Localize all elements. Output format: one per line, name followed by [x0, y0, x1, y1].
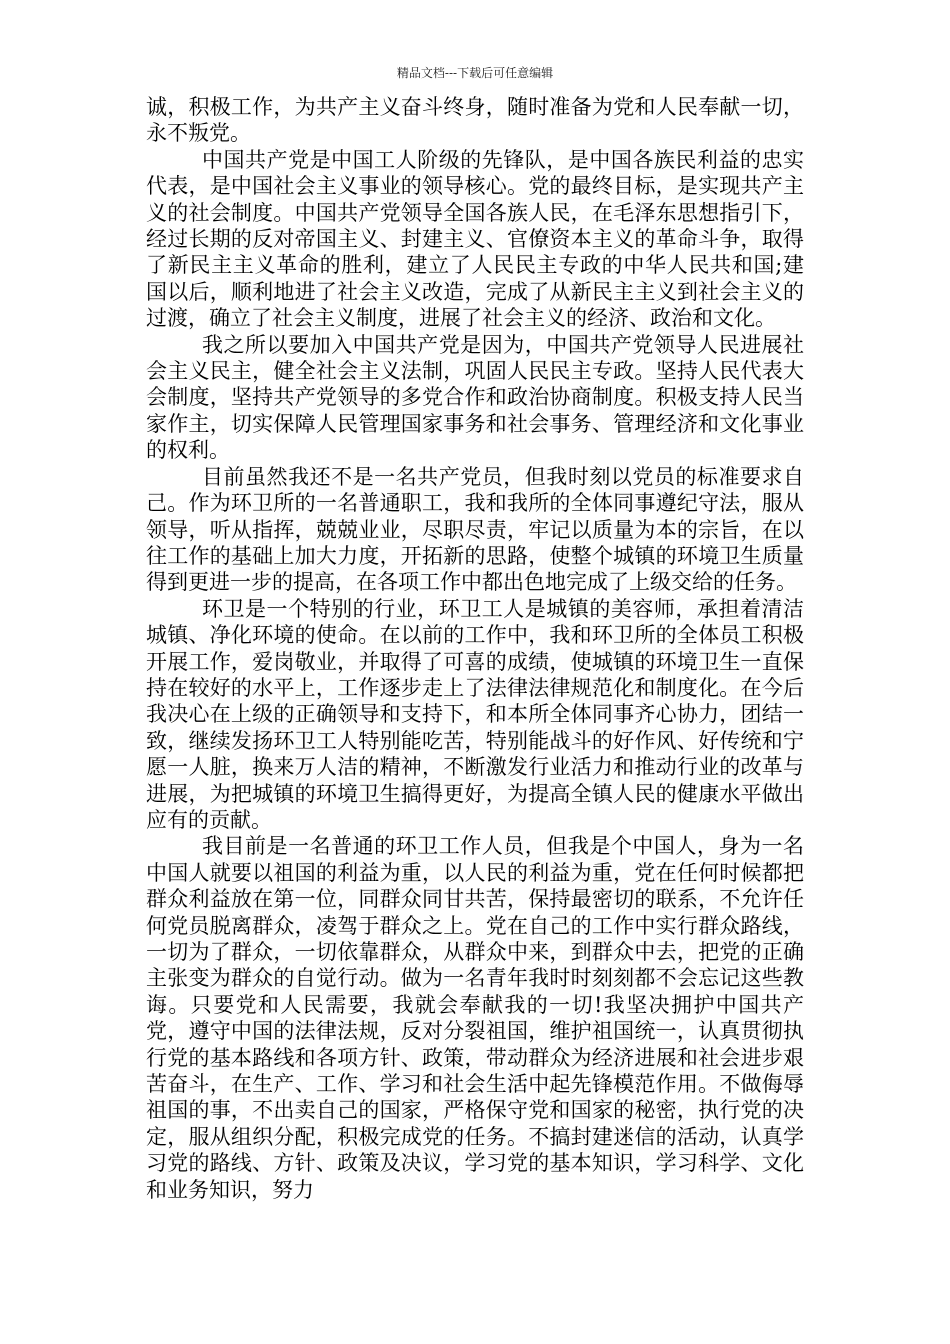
paragraph: 我目前是一名普通的环卫工作人员，但我是个中国人，身为一名中国人就要以祖国的利益为重，以人民的利益为重，党在任何时候都把群众利益放在第一位，同群众同甘共苦，保持最密切的联系，不允许任何党员脱离群众，凌驾于群众之上。党在自己的工作中实行群众路线，一切为了群众，一切依靠群众，从群众中来，到群众中去，把党的正确主张变为群众的自觉行动。做为一名青年我时时刻刻都不会忘记这些教诲。只要党和人民需要，我就会奉献我的一切!我坚决拥护中国共产党，遵守中国的法律法规，反对分裂祖国，维护祖国统一，认真贯彻执行党的基本路线和各项方针、政策，带动群众为经济进展和社会进步艰苦奋斗，在生产、工作、学习和社会生活中起先锋模范作用。不做侮辱祖国的事，不出卖自己的国家，严格保守党和国家的秘密，执行党的决定，服从组织分配，积极完成党的任务。不搞封建迷信的活动，认真学习党的路线、方针、政策及决议，学习党的基本知识，学习科学、文化和业务知识，努力	[146, 834, 804, 1202]
paragraph-continuation: 诚，积极工作，为共产主义奋斗终身，随时准备为党和人民奉献一切，永不叛党。	[146, 95, 804, 146]
page-header: 精品文档---下载后可任意编辑	[396, 66, 554, 80]
document-body	[146, 94, 804, 1203]
paragraph: 环卫是一个特别的行业，环卫工人是城镇的美容师，承担着清洁城镇、净化环境的使命。在以前的工作中，我和环卫所的全体员工积极开展工作，爱岗敬业，并取得了可喜的成绩，使城镇的环境卫生一直保持在较好的水平上，工作逐步走上了法律法律规范化和制度化。在今后我决心在上级的正确领导和支持下，和本所全体同事齐心协力，团结一致，继续发扬环卫工人特别能吃苦，特别能战斗的好作风、好传统和宁愿一人脏，换来万人洁的精神，不断激发行业活力和推动行业的改革与进展，为把城镇的环境卫生搞得更好，为提高全镇人民的健康水平做出应有的贡献。	[146, 596, 804, 832]
paragraph: 中国共产党是中国工人阶级的先锋队，是中国各族民利益的忠实代表，是中国社会主义事业的领导核心。党的最终目标，是实现共产主义的社会制度。中国共产党领导全国各族人民，在毛泽东思想指引下，经过长期的反对帝国主义、封建主义、官僚资本主义的革命斗争，取得了新民主主义革命的胜利，建立了人民民主专政的中华人民共和国;建国以后，顺利地进了社会主义改造，完成了从新民主主义到社会主义的过渡，确立了社会主义制度，进展了社会主义的经济、政治和文化。	[146, 147, 804, 331]
paragraph: 我之所以要加入中国共产党是因为，中国共产党领导人民进展社会主义民主，健全社会主义法制，巩固人民民主专政。坚持人民代表大会制度，坚持共产党领导的多党合作和政治协商制度。积极支持人民当家作主，切实保障人民管理国家事务和社会事务、管理经济和文化事业的权利。	[146, 332, 804, 463]
paragraph: 目前虽然我还不是一名共产党员，但我时刻以党员的标准要求自己。作为环卫所的一名普通职工，我和我所的全体同事遵纪守法，服从领导，听从指挥，兢兢业业，尽职尽责，牢记以质量为本的宗旨，在以往工作的基础上加大力度，开拓新的思路，使整个城镇的环境卫生质量得到更进一步的提高，在各项工作中都出色地完成了上级交给的任务。	[146, 464, 804, 595]
